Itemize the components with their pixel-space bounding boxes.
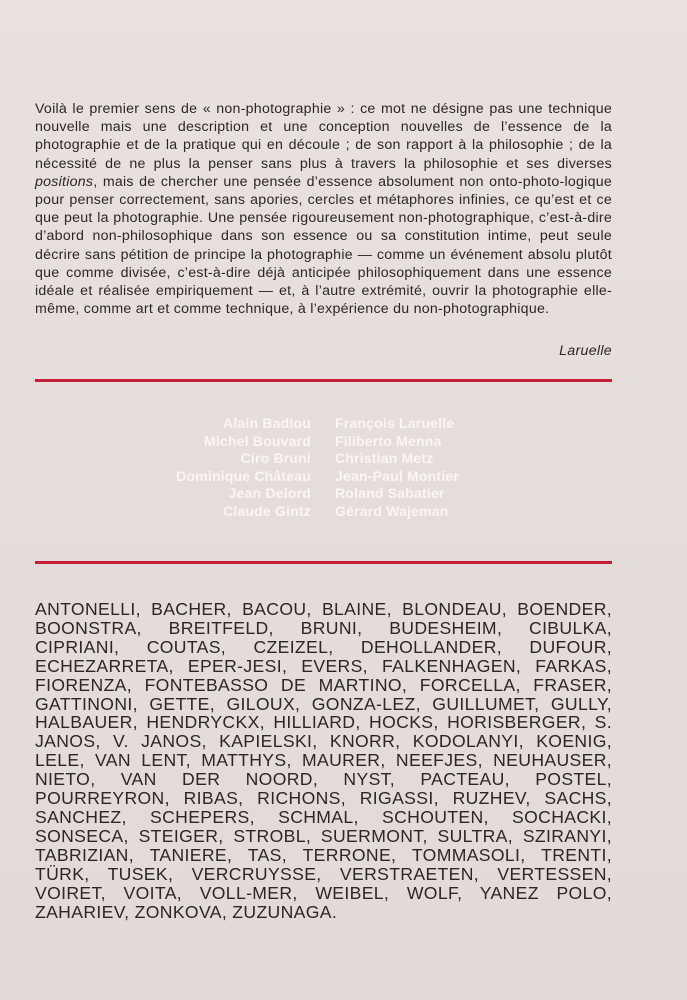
author-name: Ciro Bruni: [240, 450, 311, 467]
red-divider-top: [35, 379, 612, 382]
quote-text-part1: Voilà le premier sens de « non-photographie » : ce mot ne désigne pas une technique nouvelle mais une description et une conception nouvelles de l’essence de la photographie et de la pratique qui en découle ; de son rapport à la philosophie ; de la nécessité de ne plus la penser sans plus à travers la philosophie et ses diverses: [35, 101, 612, 172]
author-name: Filiberto Menna: [335, 432, 442, 449]
author-name: Michel Bouvard: [203, 432, 311, 449]
red-divider-bottom: [35, 561, 612, 564]
author-name: François Laruelle: [335, 415, 455, 431]
author-name: Dominique Château: [176, 467, 311, 484]
quote-emphasis: positions: [35, 173, 94, 190]
author-name: Gérard Wajeman: [335, 502, 449, 519]
quote-signature: Laruelle: [559, 343, 612, 359]
author-name: Christian Metz: [335, 450, 434, 467]
quote-text-part2: , mais de chercher une pensée d’essence absolument non onto-photo-logique pour penser correctement, sans apories, cercles et métaphores infinies, ce qu’est et ce que peut la photographie. Une pensée rigoureusement non-photographique, c’est-à-dire d’abord non-philosophique dans son essence ou sa constitution intime, peut seule décrire sans pétition de principe la photographie — comme un événement absolu plutôt que comme divisée, c’est-à-dire déjà anticipée philosophiquement dans une essence idéale et réalisée empiriquement — et, à l’autre extrémité, ouvrir la photographie elle-même, comme art et comme technique, à l’expérience du non-photographique.: [35, 173, 612, 318]
author-name: Jean Delord: [228, 485, 311, 502]
author-name: Roland Sabatier: [335, 485, 445, 502]
authors-column-left: [176, 415, 311, 521]
author-name: Jean-Paul Montier: [335, 467, 459, 484]
author-name: Claude Gintz: [223, 502, 311, 519]
authors-column-right: [335, 415, 459, 521]
photographers-list: ANTONELLI, BACHER, BACOU, BLAINE, BLONDEAU, BOENDER, BOONSTRA, BREITFELD, BRUNI, BUDESHEIM, CIBULKA, CIPRIANI, COUTAS, CZEIZEL, DEHOLLANDER, DUFOUR, ECHEZARRETA, EPER-JESI, EVERS, FALKENHAGEN, FARKAS, FIORENZA, FONTEBASSO DE MARTINO, FORCELLA, FRASER, GATTINONI, GETTE, GILOUX, GONZA-LEZ, GUILLUMET, GULLY, HALBAUER, HENDRYCKX, HILLIARD, HOCKS, HORISBERGER, S. JANOS, V. JANOS, KAPIELSKI, KNORR, KODOLANYI, KOENIG, LELE, VAN LENT, MATTHYS, MAURER, NEEFJES, NEUHAUSER, NIETO, VAN DER NOORD, NYST, PACTEAU, POSTEL, POURREYRON, RIBAS, RICHONS, RIGASSI, RUZHEV, SACHS, SANCHEZ, SCHEPERS, SCHMAL, SCHOUTEN, SOCHACKI, SONSECA, STEIGER, STROBL, SUERMONT, SULTRA, SZIRANYI, TABRIZIAN, TANIERE, TAS, TERRONE, TOMMASOLI, TRENTI, TÜRK, TUSEK, VERCRUYSSE, VERSTRAETEN, VERTESSEN, VOIRET, VOITA, VOLL-MER, WEIBEL, WOLF, YANEZ POLO, ZAHARIEV, ZONKOVA, ZUZUNAGA.: [35, 599, 612, 922]
quote-paragraph: [35, 100, 612, 318]
author-name: Alain Badiou: [223, 415, 311, 431]
